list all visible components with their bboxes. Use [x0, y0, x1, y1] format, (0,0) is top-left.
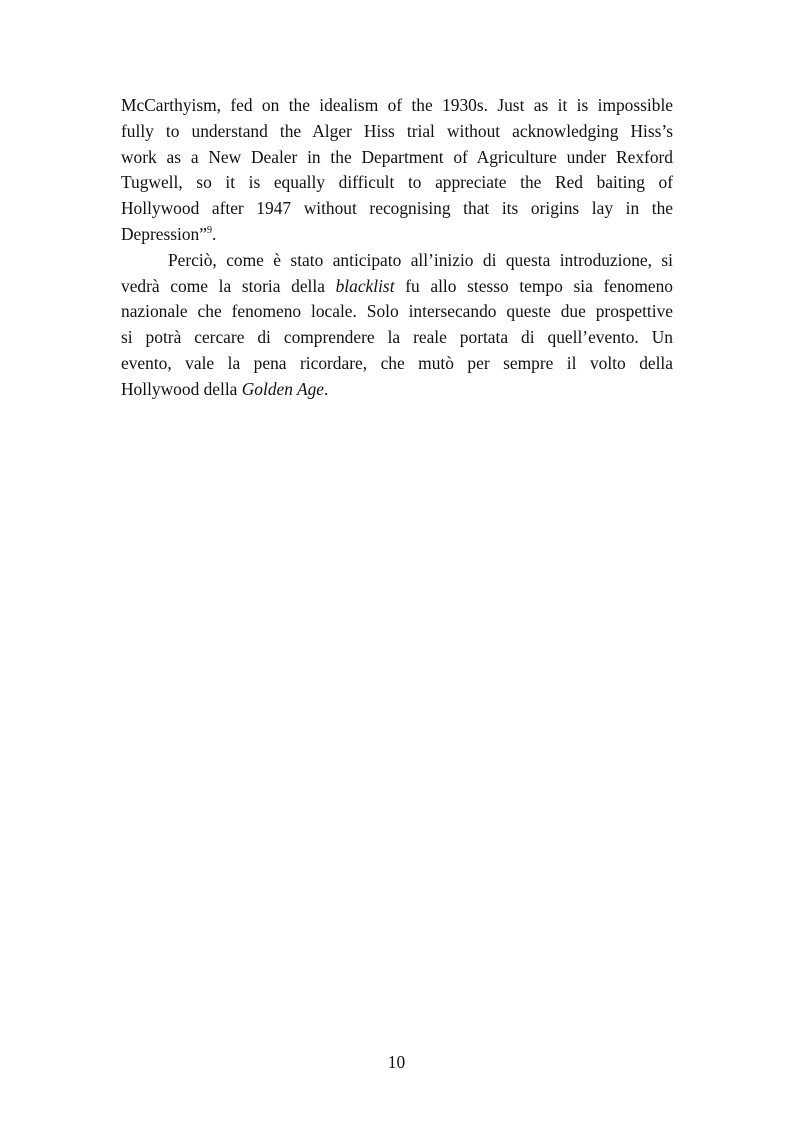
paragraph-1	[121, 93, 673, 248]
text-line: Perciò, come è stato anticipato all’inizio di questa introduzione, si	[168, 249, 673, 270]
italic-term: blacklist	[335, 275, 395, 296]
text-line: McCarthyism, fed on the idealism of the 1930s. Just as it is impossible	[121, 95, 673, 115]
text-line: Hollywood after 1947 without recognising that its origins lay in the	[121, 198, 673, 219]
text-line: fully to understand the Alger Hiss trial without acknowledging Hiss’s	[121, 120, 673, 141]
italic-term: Golden Age	[241, 378, 325, 399]
page-number: 10	[387, 1052, 406, 1072]
text-fragment: fu allo stesso tempo sia fenomeno	[394, 275, 673, 296]
text-fragment: .	[211, 223, 217, 244]
text-fragment: Hollywood della	[121, 378, 242, 399]
text-line-last	[121, 222, 673, 248]
text-fragment: .	[324, 378, 329, 399]
text-line: nazionale che fenomeno locale. Solo intersecando queste due prospettive	[121, 301, 673, 322]
page-body	[121, 93, 673, 403]
text-line	[121, 274, 673, 300]
text-fragment: vedrà come la storia della	[121, 275, 336, 296]
text-line: evento, vale la pena ricordare, che mutò per sempre il volto della	[121, 352, 673, 373]
text-line: si potrà cercare di comprendere la reale portata di quell’evento. Un	[121, 327, 673, 348]
paragraph-2	[121, 248, 673, 403]
text-line-last	[121, 377, 673, 403]
text-line: work as a New Dealer in the Department of Agriculture under Rexford	[121, 146, 673, 167]
text-line: Tugwell, so it is equally difficult to appreciate the Red baiting of	[121, 172, 673, 193]
text-fragment: Depression”	[121, 223, 207, 244]
footnote-reference[interactable]: 9	[206, 224, 212, 236]
